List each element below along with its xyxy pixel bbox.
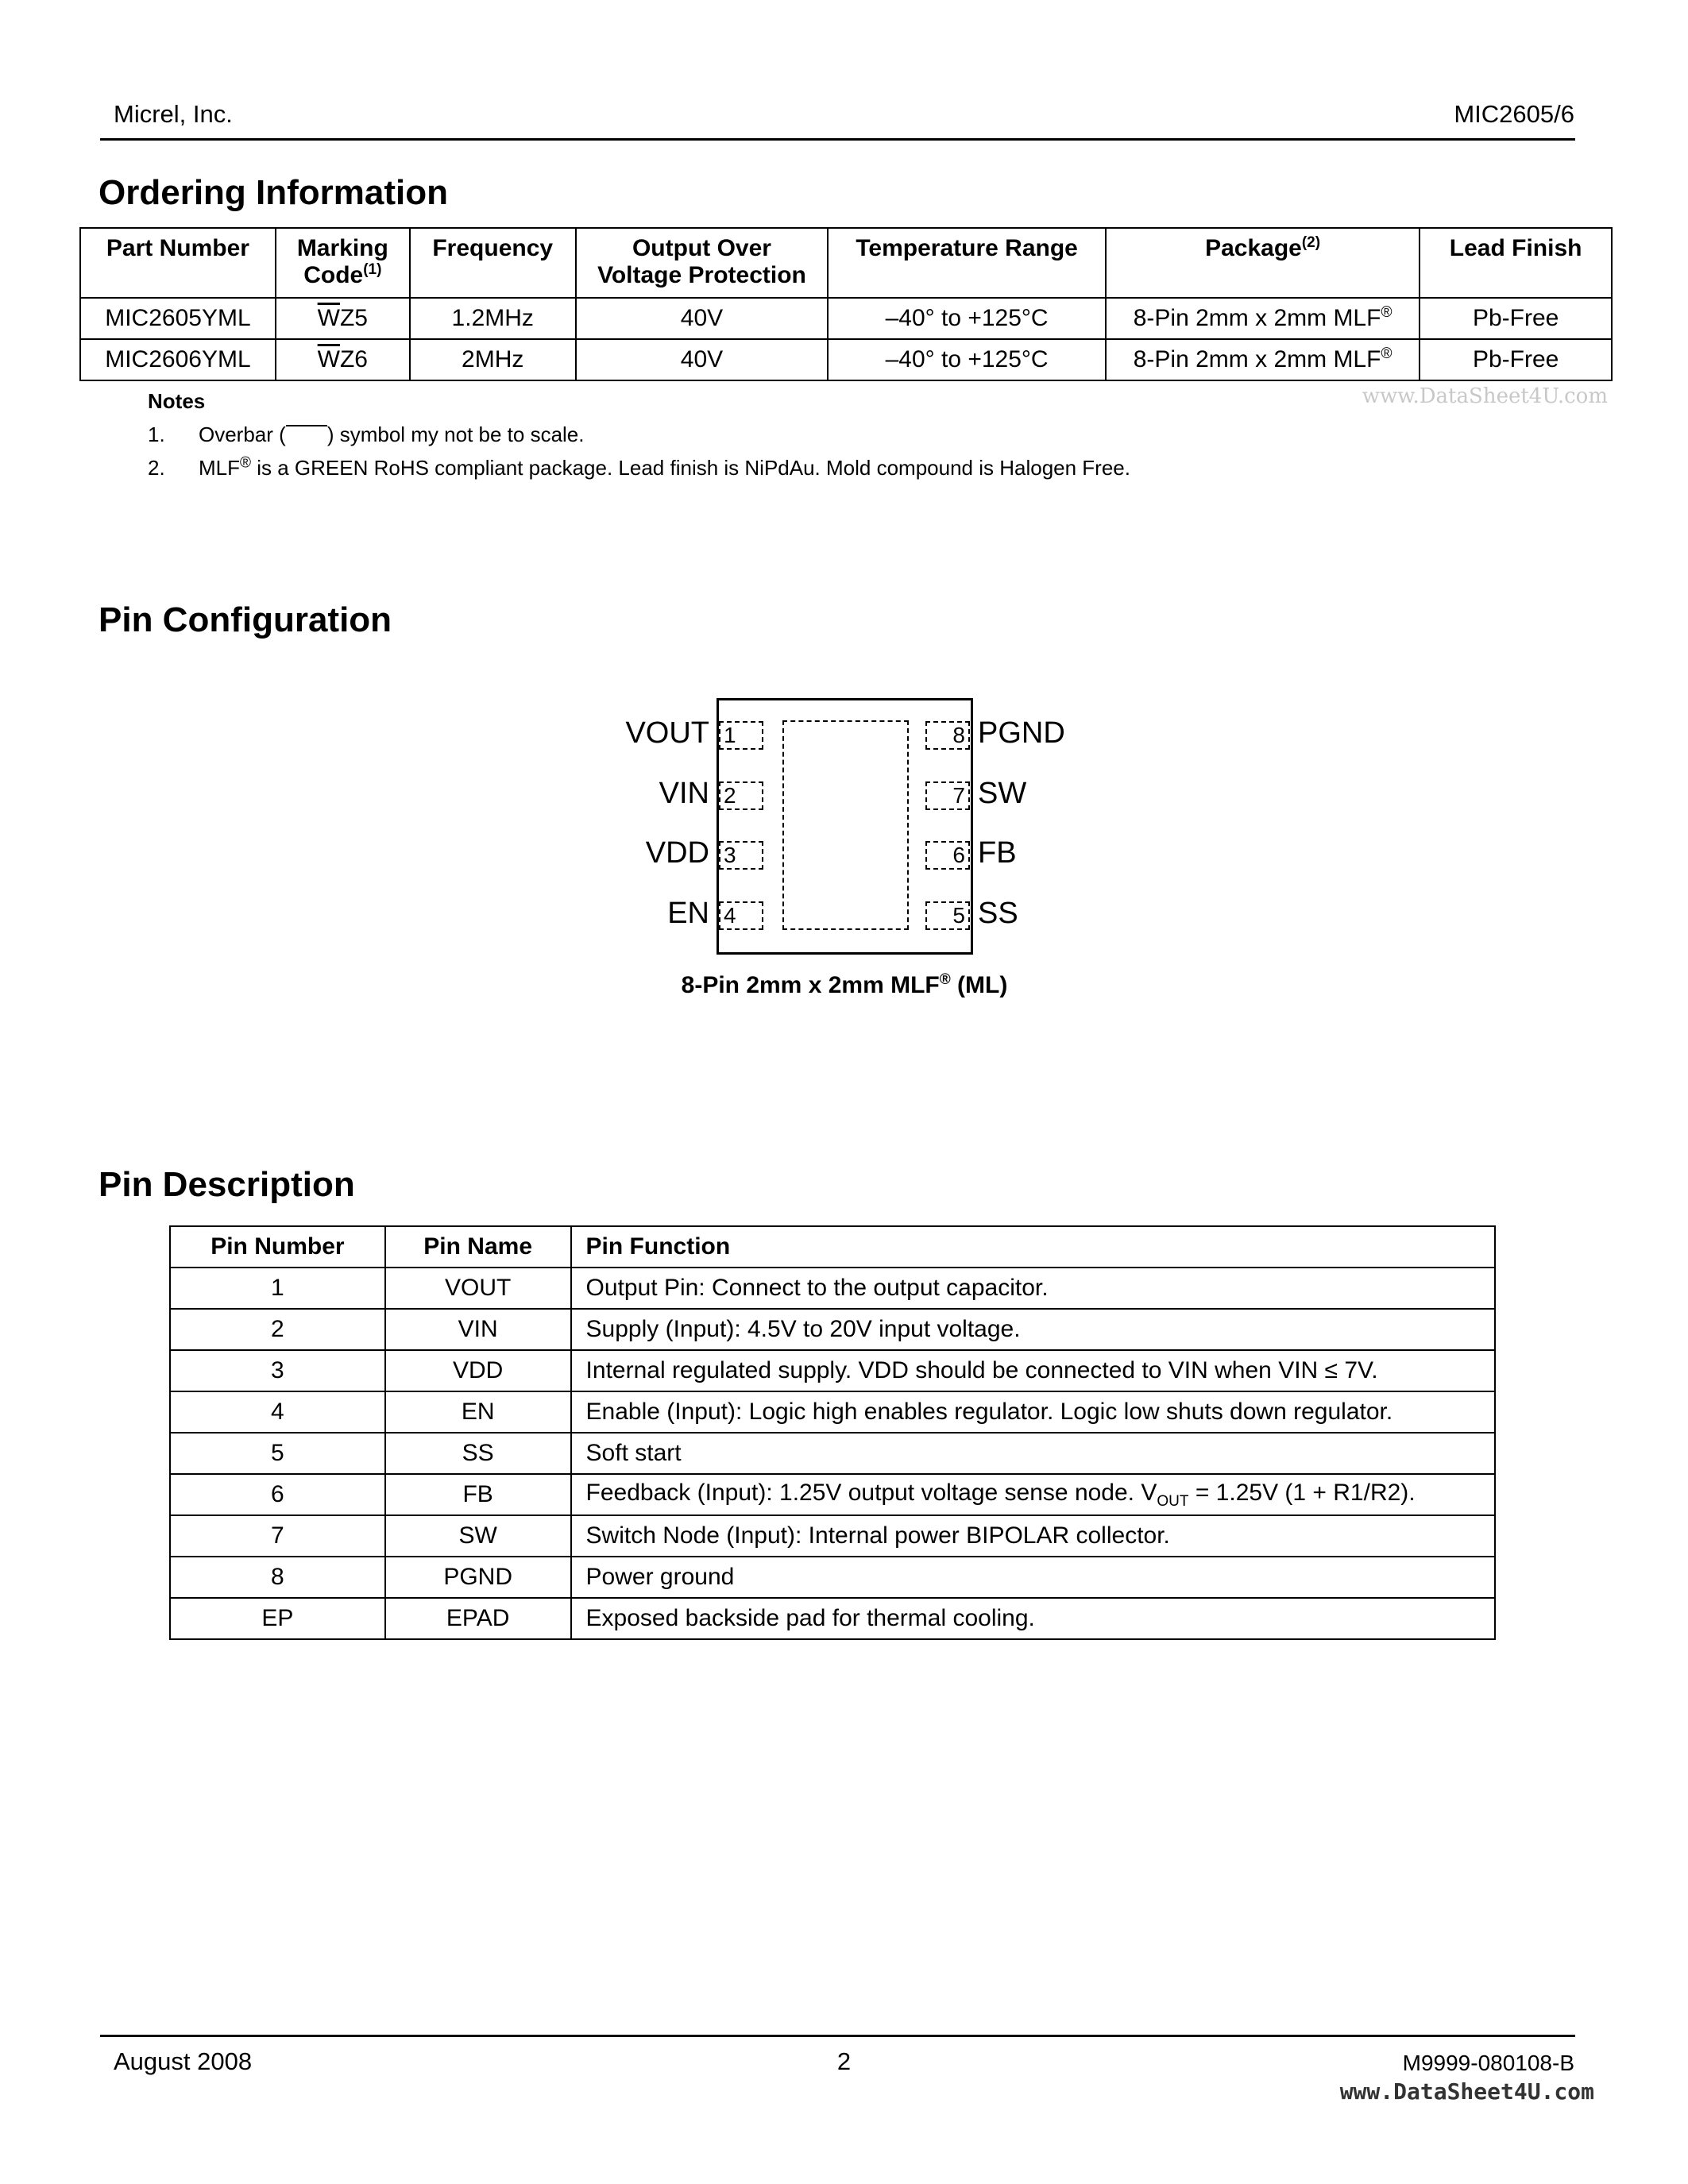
col-frequency: Frequency (410, 228, 576, 298)
pin-desc-table (169, 1225, 1496, 1640)
pin-name: EPAD (385, 1598, 571, 1639)
col-temperature: Temperature Range (828, 228, 1106, 298)
pin-config-title: Pin Configuration (98, 600, 392, 639)
lead-finish: Pb-Free (1420, 339, 1612, 380)
col-ovp: Output Over Voltage Protection (576, 228, 829, 298)
pin-number: 6 (170, 1474, 385, 1515)
lead-finish: Pb-Free (1420, 298, 1612, 339)
table-row (170, 1309, 1495, 1350)
exposed-pad (782, 720, 909, 930)
table-row (80, 339, 1612, 380)
pin-number: 3 (170, 1350, 385, 1391)
pin-pad-2: 2 (719, 781, 763, 810)
marking-code: $\overline{W}Z6$ (276, 339, 410, 380)
footer-rule (100, 2035, 1575, 2037)
pin-name: EN (385, 1391, 571, 1433)
pin-desc-header-row (170, 1226, 1495, 1268)
pin-function: Feedback (Input): 1.25V output voltage sense node. $V_{OUT} = 1.25V$ (1 + R1/R2). (571, 1474, 1495, 1515)
pin-number: 4 (170, 1391, 385, 1433)
pin-label-vin: VIN (659, 777, 709, 810)
header-company: Micrel, Inc. (114, 100, 233, 128)
pin-pad-6: 6 (925, 841, 970, 870)
col-part-number: Part Number (80, 228, 276, 298)
pin-function: Exposed backside pad for thermal cooling. (571, 1598, 1495, 1639)
pin-name: FB (385, 1474, 571, 1515)
pin-label-en: EN (667, 897, 709, 930)
header-rule (100, 138, 1575, 141)
pin-label-sw: SW (978, 777, 1027, 810)
pin-pad-7: 7 (925, 781, 970, 810)
pin-name: VDD (385, 1350, 571, 1391)
footer-date: August 2008 (114, 2047, 253, 2075)
pin-label-ss: SS (978, 897, 1018, 930)
pin-function: Power ground (571, 1557, 1495, 1598)
pin-name: VIN (385, 1309, 571, 1350)
table-row (170, 1474, 1495, 1515)
col-pin-name: Pin Name (385, 1226, 571, 1268)
pin-number: EP (170, 1598, 385, 1639)
table-row (80, 298, 1612, 339)
pin-number: 5 (170, 1433, 385, 1474)
frequency: 1.2MHz (410, 298, 576, 339)
table-row (170, 1391, 1495, 1433)
header-part: MIC2605/6 (1454, 100, 1574, 128)
pin-pad-4: 4 (719, 901, 763, 930)
pin-function: Soft start (571, 1433, 1495, 1474)
col-package: Package$^{(2)}$ (1106, 228, 1420, 298)
pin-pad-1: 1 (719, 721, 763, 750)
watermark-top: www.DataSheet4U.com (1362, 384, 1608, 408)
pin-function: Supply (Input): 4.5V to 20V input voltage. (571, 1309, 1495, 1350)
pin-config-caption: 8-Pin 2mm x 2mm MLF® (ML) (681, 971, 1008, 998)
marking-code: $\overline{W}Z5$ (276, 298, 410, 339)
table-row (170, 1268, 1495, 1309)
pin-name: SW (385, 1515, 571, 1557)
note-1: 1. Overbar ( ) symbol my not be to scale. (148, 423, 585, 446)
pin-name: PGND (385, 1557, 571, 1598)
pin-label-fb: FB (978, 836, 1017, 870)
col-pin-function: Pin Function (571, 1226, 1495, 1268)
pin-function: Output Pin: Connect to the output capacitor. (571, 1268, 1495, 1309)
pin-pad-3: 3 (719, 841, 763, 870)
pin-number: 1 (170, 1268, 385, 1309)
table-row (170, 1350, 1495, 1391)
pin-label-vout: VOUT (625, 716, 709, 750)
table-row (170, 1515, 1495, 1557)
pin-desc-title: Pin Description (98, 1165, 355, 1204)
package: 8-Pin 2mm x 2mm MLF® (1106, 298, 1420, 339)
table-row (170, 1433, 1495, 1474)
pin-pad-8: 8 (925, 721, 970, 750)
pin-function: Enable (Input): Logic high enables regulator. Logic low shuts down regulator. (571, 1391, 1495, 1433)
temperature: –40° to +125°C (828, 298, 1106, 339)
pin-label-pgnd: PGND (978, 716, 1065, 750)
part-number: MIC2606YML (80, 339, 276, 380)
footer-page-number: 2 (836, 2047, 852, 2075)
ordering-table (79, 227, 1613, 381)
pin-number: 7 (170, 1515, 385, 1557)
ovp: 40V (576, 298, 829, 339)
temperature: –40° to +125°C (828, 339, 1106, 380)
ordering-title: Ordering Information (98, 173, 448, 212)
notes-title: Notes (148, 389, 206, 413)
pin-pad-5: 5 (925, 901, 970, 930)
overbar-symbol (286, 425, 327, 442)
pin-function: Internal regulated supply. VDD should be connected to VIN when VIN ≤ 7V. (571, 1350, 1495, 1391)
footer-doc-number: M9999-080108-B (1402, 2051, 1574, 2075)
footer-watermark: www.DataSheet4U.com (1339, 2078, 1594, 2105)
ovp: 40V (576, 339, 829, 380)
pin-number: 8 (170, 1557, 385, 1598)
table-row (170, 1598, 1495, 1639)
pin-function: Switch Node (Input): Internal power BIPOLAR collector. (571, 1515, 1495, 1557)
table-row (170, 1557, 1495, 1598)
pin-name: VOUT (385, 1268, 571, 1309)
frequency: 2MHz (410, 339, 576, 380)
pin-name: SS (385, 1433, 571, 1474)
pin-number: 2 (170, 1309, 385, 1350)
pin-label-vdd: VDD (645, 836, 709, 870)
ordering-header-row (80, 228, 1612, 298)
note-2: 2. MLF® is a GREEN RoHS compliant package. Lead finish is NiPdAu. Mold compound is Halogen Free. (148, 454, 1130, 480)
part-number: MIC2605YML (80, 298, 276, 339)
col-marking-code: Marking Code$^{(1)}$ (276, 228, 410, 298)
col-pin-number: Pin Number (170, 1226, 385, 1268)
col-lead-finish: Lead Finish (1420, 228, 1612, 298)
package: 8-Pin 2mm x 2mm MLF® (1106, 339, 1420, 380)
